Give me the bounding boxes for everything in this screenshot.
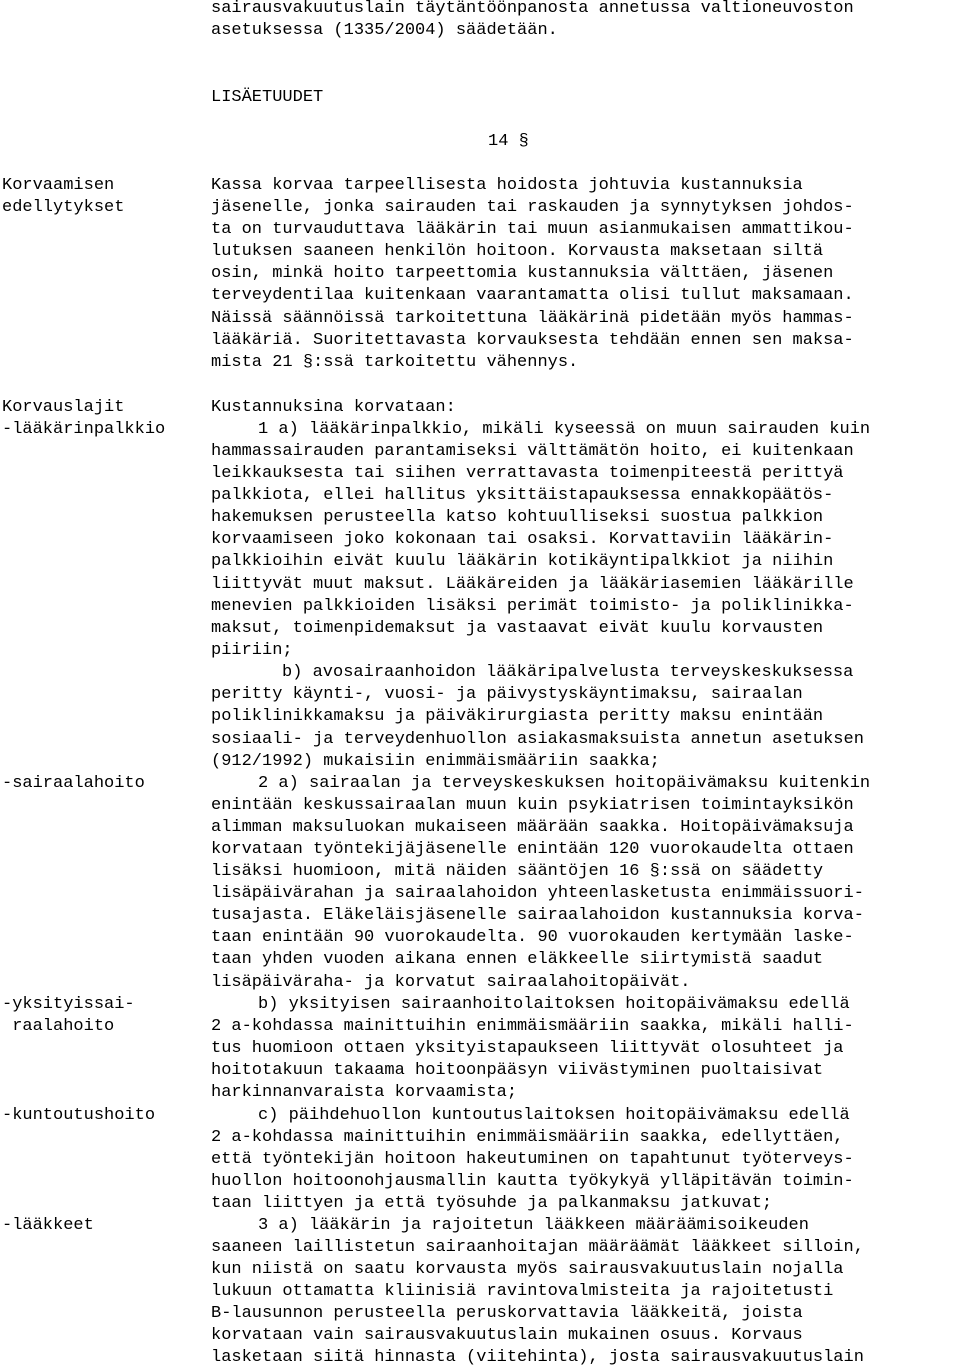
body-line: 2 a-kohdassa mainittuihin enimmäismääriin saakka, edellyttäen, bbox=[211, 1128, 844, 1147]
body-line: B-lausunnon perusteella peruskorvattavia lääkkeitä, joista bbox=[211, 1304, 803, 1323]
body-line: taan yhden vuoden aikana ennen eläkkeelle siirtymistä saadut bbox=[211, 950, 824, 969]
body-line: mista 21 §:ssä tarkoitettu vähennys. bbox=[211, 353, 579, 372]
body-line: lasketaan siitä hinnasta (viitehinta), josta sairausvakuutuslain bbox=[211, 1348, 864, 1367]
body-line: terveydentilaa kuitenkaan vaarantamatta olisi tullut maksamaan. bbox=[211, 286, 854, 305]
margin-label: raalahoito bbox=[2, 1017, 115, 1036]
margin-label: edellytykset bbox=[2, 198, 125, 217]
body-line: (912/1992) mukaisiin enimmäismääriin saakka; bbox=[211, 752, 660, 771]
margin-label: -kuntoutushoito bbox=[2, 1106, 156, 1125]
body-line: b) yksityisen sairaanhoitolaitoksen hoitopäivämaksu edellä bbox=[258, 995, 850, 1014]
body-line: enintään keskussairaalan muun kuin psykiatrisen toimintayksikön bbox=[211, 796, 854, 815]
body-line: piiriin; bbox=[211, 641, 293, 660]
body-line: 2 a) sairaalan ja terveyskeskuksen hoitopäivämaksu kuitenkin bbox=[258, 774, 871, 793]
body-line: leikkauksesta tai siihen verrattavasta toimenpiteestä perittyä bbox=[211, 464, 844, 483]
body-line: lääkäriä. Suoritettavasta korvauksesta tehdään ennen sen maksa- bbox=[211, 331, 854, 350]
body-line: lutuksen saaneen henkilön hoitoon. Korvausta maksetaan siltä bbox=[211, 242, 824, 261]
body-line: poliklinikkamaksu ja päiväkirurgiasta peritty maksu enintään bbox=[211, 707, 824, 726]
body-line: c) päihdehuollon kuntoutuslaitoksen hoitopäivämaksu edellä bbox=[258, 1106, 850, 1125]
body-line: korvataan vain sairausvakuutuslain mukainen osuus. Korvaus bbox=[211, 1326, 803, 1345]
body-line: palkkioihin eivät kuulu lääkärin kotikäyntipalkkiot ja niihin bbox=[211, 552, 834, 571]
section-heading: LISÄETUUDET bbox=[211, 88, 324, 107]
body-line: maksut, toimenpidemaksut ja vastaavat eivät kuulu korvausten bbox=[211, 619, 824, 638]
body-line: b) avosairaanhoidon lääkäripalvelusta terveyskeskuksessa bbox=[282, 663, 854, 682]
body-line: tus huomioon ottaen yksityistapaukseen liittyvät olosuhteet ja bbox=[211, 1039, 844, 1058]
margin-label: Korvauslajit bbox=[2, 398, 125, 417]
body-line: osin, minkä hoito tarpeettomia kustannuksia välttäen, jäsenen bbox=[211, 264, 834, 283]
body-line: hammassairauden parantamiseksi välttämätön hoito, ei kuitenkaan bbox=[211, 442, 854, 461]
body-line: korvaamiseen joko kokonaan tai osaksi. Korvattaviin lääkärin- bbox=[211, 530, 834, 549]
body-line: harkinnanvaraista korvaamista; bbox=[211, 1083, 518, 1102]
body-line: lisäksi huomioon, mitä näiden sääntöjen 16 §:ssä on säädetty bbox=[211, 862, 824, 881]
margin-label: -yksityissai- bbox=[2, 995, 135, 1014]
body-line: hakemuksen perusteella katso kohtuulliseksi suostua palkkion bbox=[211, 508, 824, 527]
body-line: peritty käynti-, vuosi- ja päivystyskäyntimaksu, sairaalan bbox=[211, 685, 803, 704]
body-line: Kassa korvaa tarpeellisesta hoidosta johtuvia kustannuksia bbox=[211, 176, 803, 195]
body-line: 1 a) lääkärinpalkkio, mikäli kyseessä on muun sairauden kuin bbox=[258, 420, 871, 439]
body-line: palkkiota, ellei hallitus yksittäistapauksessa ennakkopäätös- bbox=[211, 486, 834, 505]
margin-label: -sairaalahoito bbox=[2, 774, 145, 793]
body-line: liittyvät muut maksut. Lääkäreiden ja lääkäriasemien lääkärille bbox=[211, 575, 854, 594]
margin-label: -lääkärinpalkkio bbox=[2, 420, 166, 439]
margin-label: -lääkkeet bbox=[2, 1216, 94, 1235]
body-line: asetuksessa (1335/2004) säädetään. bbox=[211, 21, 558, 40]
body-line: korvataan työntekijäjäsenelle enintään 120 vuorokaudelta ottaen bbox=[211, 840, 854, 859]
body-line: että työntekijän hoitoon hakeutuminen on tapahtunut työterveys- bbox=[211, 1150, 854, 1169]
body-line: lisäpäivärahan ja sairaalahoidon yhteenlasketusta enimmäissuori- bbox=[211, 884, 864, 903]
body-line: jäsenelle, jonka sairauden tai raskauden ja synnytyksen johdos- bbox=[211, 198, 854, 217]
body-line: Näissä säännöissä tarkoitettuna lääkärinä pidetään myös hammas- bbox=[211, 309, 854, 328]
body-line: alimman maksuluokan mukaiseen määrään saakka. Hoitopäivämaksuja bbox=[211, 818, 854, 837]
body-line: lisäpäiväraha- ja korvatut sairaalahoitopäivät. bbox=[211, 973, 691, 992]
body-line: huollon hoitoonohjausmallin kautta työkykyä ylläpitävän toimin- bbox=[211, 1172, 854, 1191]
body-line: 3 a) lääkärin ja rajoitetun lääkkeen määräämisoikeuden bbox=[258, 1216, 809, 1235]
body-line: lukuun ottamatta kliinisiä ravintovalmisteita ja rajoitetusti bbox=[211, 1282, 834, 1301]
body-line: ta on turvauduttava lääkärin tai muun asianmukaisen ammattikou- bbox=[211, 220, 854, 239]
body-line: sairausvakuutuslain täytäntöönpanosta annetussa valtioneuvoston bbox=[211, 0, 854, 18]
body-line: sosiaali- ja terveydenhuollon asiakasmaksuista annetun asetuksen bbox=[211, 730, 864, 749]
section-number: 14 § bbox=[488, 132, 529, 151]
body-line: taan enintään 90 vuorokaudelta. 90 vuorokauden kertymään laske- bbox=[211, 928, 854, 947]
body-line: taan liittyen ja että työsuhde ja palkanmaksu jatkuvat; bbox=[211, 1194, 773, 1213]
body-line: Kustannuksina korvataan: bbox=[211, 398, 456, 417]
body-line: 2 a-kohdassa mainittuihin enimmäismääriin saakka, mikäli halli- bbox=[211, 1017, 854, 1036]
body-line: menevien palkkioiden lisäksi perimät toimisto- ja poliklinikka- bbox=[211, 597, 854, 616]
body-line: hoitotakuun takaama hoitoonpääsyn viivästyminen puoltaisivat bbox=[211, 1061, 824, 1080]
body-line: tusajasta. Eläkeläisjäsenelle sairaalahoidon kustannuksia korva- bbox=[211, 906, 864, 925]
margin-label: Korvaamisen bbox=[2, 176, 115, 195]
body-line: saaneen laillistetun sairaanhoitajan määräämät lääkkeet silloin, bbox=[211, 1238, 864, 1257]
body-line: kun niistä on saatu korvausta myös sairausvakuutuslain nojalla bbox=[211, 1260, 844, 1279]
